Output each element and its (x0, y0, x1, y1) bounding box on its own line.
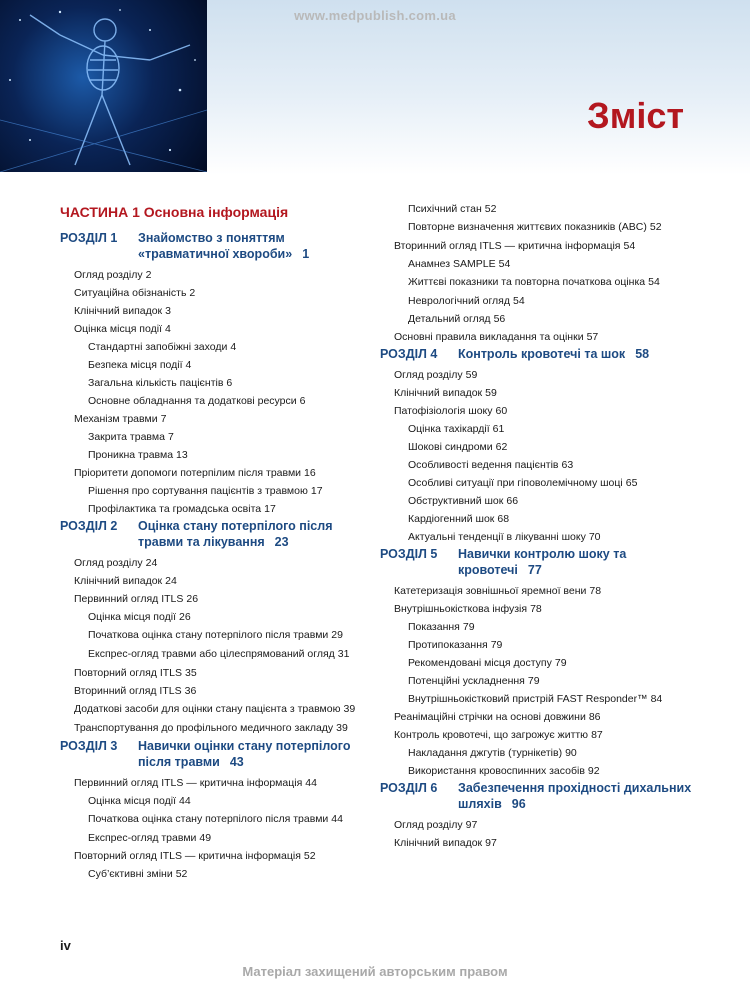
chapter-page: 96 (511, 797, 526, 811)
page-number: iv (60, 938, 71, 953)
toc-entry[interactable] (60, 410, 370, 428)
entry-text: Проникна травма (88, 449, 174, 461)
entry-page: 44 (178, 795, 191, 807)
entry-page: 78 (589, 585, 602, 597)
entry-text: Актуальні тенденції в лікуванні шоку (408, 531, 586, 543)
toc-entry[interactable] (60, 810, 370, 829)
entry-page: 86 (588, 711, 601, 723)
entry-page: 56 (493, 313, 506, 325)
entry-page: 36 (184, 685, 197, 697)
entry-page: 92 (587, 765, 600, 777)
watermark-url: www.medpublish.com.ua (294, 8, 456, 23)
entry-page: 57 (586, 331, 599, 343)
chapter-heading[interactable] (60, 518, 370, 550)
toc-entry[interactable] (380, 328, 710, 346)
toc-entry[interactable] (60, 428, 370, 446)
entry-text: Внутрішньокісткова інфузія (394, 603, 528, 615)
toc-entry[interactable] (380, 510, 710, 528)
entry-text: Оцінка місця події (88, 795, 176, 807)
entry-text: Використання кровоспинних засобів (408, 765, 585, 777)
right-sections (380, 346, 710, 852)
entry-page: 65 (625, 477, 638, 489)
toc-entry[interactable] (380, 600, 710, 618)
entry-text: Особливі ситуації при гіповолемічному шоці (408, 477, 623, 489)
entry-text: Експрес-огляд травми або цілеспрямований огляд (88, 648, 335, 660)
toc-entry[interactable] (380, 492, 710, 510)
entry-text: Пріоритети допомоги потерпілим після травми (74, 467, 302, 479)
entry-page: 4 (185, 359, 192, 371)
entry-page: 26 (178, 611, 191, 623)
entry-page: 70 (588, 531, 601, 543)
entry-text: Огляд розділу (394, 819, 463, 831)
chapter-title: Знайомство з поняттям «травматичної хвороби» (138, 231, 293, 261)
entry-text: Оцінка тахікардії (408, 423, 490, 435)
entry-text: Ситуаційна обізнаність (74, 287, 187, 299)
toc-entry[interactable] (380, 816, 710, 834)
chapter-title-wrap (138, 230, 370, 262)
chapter-title-wrap (458, 546, 710, 578)
toc-entry[interactable] (60, 719, 370, 738)
entry-page: 60 (495, 405, 508, 417)
chapter-label: РОЗДІЛ 5 (380, 547, 438, 561)
toc-entry[interactable] (380, 474, 710, 492)
entry-text: Клінічний випадок (74, 305, 163, 317)
entry-page: 78 (530, 603, 542, 615)
toc-entry[interactable] (380, 420, 710, 438)
entry-text: Повторне визначення життєвих показників (ABC) (408, 221, 647, 233)
entry-page: 97 (465, 819, 478, 831)
entry-page: 29 (331, 629, 343, 641)
entry-page: 52 (649, 221, 662, 233)
entry-page: 54 (623, 240, 636, 252)
chapter-page: 23 (274, 535, 289, 549)
entry-text: Основне обладнання та додаткові ресурси (88, 395, 297, 407)
entry-page: 13 (176, 449, 188, 461)
anatomy-figure-icon (0, 0, 207, 172)
chapter-page: 1 (302, 247, 310, 261)
entry-page: 44 (331, 813, 343, 825)
toc-entry[interactable] (60, 482, 370, 500)
entry-text: Катетеризація зовнішньої яремної вени (394, 585, 587, 597)
entry-page: 31 (337, 648, 350, 660)
chapter-heading[interactable] (380, 780, 710, 812)
entry-page: 52 (175, 868, 188, 880)
cover-illustration (0, 0, 207, 172)
toc-entry[interactable] (380, 672, 710, 690)
entry-text: Початкова оцінка стану потерпілого після травми (88, 813, 329, 825)
toc-left-column (60, 200, 370, 883)
toc-entry[interactable] (60, 664, 370, 682)
entry-text: Рекомендовані місця доступу (408, 657, 552, 669)
toc-entry[interactable] (60, 572, 370, 590)
chapter-page: 77 (527, 563, 542, 577)
entry-text: Транспортування до профільного медичного закладу (74, 722, 334, 734)
entry-page: 54 (648, 276, 660, 288)
entry-text: Безпека місця події (88, 359, 183, 371)
entry-page: 84 (650, 693, 663, 705)
toc-entry[interactable] (60, 356, 370, 374)
entry-page: 44 (305, 777, 317, 789)
entry-text: Контроль кровотечі, що загрожує життю (394, 729, 589, 741)
entry-page: 26 (186, 593, 199, 605)
entry-text: Вторинний огляд ITLS — критична інформація (394, 240, 621, 252)
toc-entry[interactable] (380, 726, 710, 744)
entry-text: Оцінка місця події (88, 611, 176, 623)
entry-page: 17 (310, 485, 323, 497)
entry-page: 62 (495, 441, 508, 453)
entry-text: Загальна кількість пацієнтів (88, 377, 224, 389)
toc-entry[interactable] (60, 626, 370, 645)
entry-page: 4 (164, 323, 171, 335)
chapter-title: Навички контролю шоку та кровотечі (458, 547, 627, 577)
entry-page: 7 (167, 431, 174, 443)
chapter-heading[interactable] (60, 738, 370, 770)
entry-page: 16 (304, 467, 316, 479)
toc-entry[interactable] (60, 284, 370, 302)
toc-entry[interactable] (380, 402, 710, 420)
toc-entry[interactable] (60, 865, 370, 883)
entry-text: Первинний огляд ITLS (74, 593, 184, 605)
toc-entry[interactable] (380, 654, 710, 672)
entry-text: Особливості ведення пацієнтів (408, 459, 559, 471)
entry-page: 24 (145, 557, 158, 569)
chapter-page: 43 (229, 755, 244, 769)
toc-entry[interactable] (380, 744, 710, 762)
entry-page: 87 (591, 729, 603, 741)
entry-page: 24 (165, 575, 177, 587)
entry-page: 54 (513, 295, 525, 307)
entry-page: 39 (343, 703, 356, 715)
chapter-title: Контроль кровотечі та шок (458, 347, 626, 361)
entry-page: 59 (465, 369, 478, 381)
toc-entry[interactable] (380, 384, 710, 402)
entry-text: Клінічний випадок (394, 387, 483, 399)
entry-text: Клінічний випадок (74, 575, 163, 587)
entry-page: 3 (165, 305, 171, 317)
entry-page: 90 (565, 747, 577, 759)
toc-entry[interactable] (380, 636, 710, 654)
entry-text: Реанімаційні стрічки на основі довжини (394, 711, 586, 723)
entry-page: 66 (506, 495, 519, 507)
right-lead-entries (380, 200, 710, 346)
copyright-watermark: Матеріал захищений авторським правом (242, 964, 508, 979)
chapter-heading[interactable] (380, 346, 710, 362)
toc-section (60, 738, 370, 883)
toc-entry[interactable] (60, 500, 370, 518)
chapter-title: Оцінка стану потерпілого після травми та лікування (138, 519, 333, 549)
toc-entry[interactable] (380, 690, 710, 708)
entry-page: 63 (561, 459, 574, 471)
entry-page: 59 (485, 387, 497, 399)
toc-entry[interactable] (60, 792, 370, 810)
toc-entry[interactable] (60, 774, 370, 792)
entry-page: 4 (230, 341, 237, 353)
entry-text: Патофізіологія шоку (394, 405, 493, 417)
chapter-title: Забезпечення прохідності дихальних шляхів (458, 781, 692, 811)
toc-entry[interactable] (380, 273, 710, 292)
toc-section (380, 346, 710, 546)
entry-text: Повторний огляд ITLS — критична інформація (74, 850, 301, 862)
chapter-title-wrap (138, 518, 370, 550)
toc-entry[interactable] (60, 302, 370, 320)
entry-text: Анамнез SAMPLE (408, 258, 496, 270)
entry-text: Накладання джгутів (турнікетів) (408, 747, 563, 759)
toc-entry[interactable] (60, 590, 370, 608)
entry-page: 79 (527, 675, 540, 687)
entry-page: 52 (303, 850, 316, 862)
entry-text: Показання (408, 621, 460, 633)
toc-entry[interactable] (380, 255, 710, 273)
toc-section (380, 546, 710, 780)
entry-text: Детальний огляд (408, 313, 491, 325)
toc-entry[interactable] (380, 708, 710, 726)
chapter-title-wrap (458, 346, 710, 362)
toc-entry[interactable] (380, 200, 710, 218)
entry-text: Суб’єктивні зміни (88, 868, 173, 880)
toc-entry[interactable] (380, 582, 710, 600)
entry-page: 54 (498, 258, 511, 270)
entry-text: Потенційні ускладнення (408, 675, 525, 687)
entry-page: 52 (484, 203, 497, 215)
entry-page: 79 (462, 621, 475, 633)
entry-text: Експрес-огляд травми (88, 832, 197, 844)
chapter-heading[interactable] (380, 546, 710, 578)
entry-text: Клінічний випадок (394, 837, 483, 849)
entry-page: 49 (199, 832, 212, 844)
entry-text: Протипоказання (408, 639, 488, 651)
entry-text: Шокові синдроми (408, 441, 493, 453)
toc-entry[interactable] (60, 554, 370, 572)
toc-entry[interactable] (60, 374, 370, 392)
chapter-label: РОЗДІЛ 3 (60, 739, 118, 753)
entry-page: 2 (145, 269, 152, 281)
entry-text: Початкова оцінка стану потерпілого після травми (88, 629, 329, 641)
entry-text: Неврологічний огляд (408, 295, 510, 307)
toc-right-column (380, 200, 710, 852)
entry-page: 35 (185, 667, 197, 679)
chapter-label: РОЗДІЛ 4 (380, 347, 438, 361)
left-sections (60, 230, 370, 883)
toc-entry[interactable] (60, 700, 370, 719)
toc-entry[interactable] (380, 528, 710, 546)
entry-page: 6 (299, 395, 306, 407)
entry-text: Закрита травма (88, 431, 165, 443)
entry-page: 2 (189, 287, 196, 299)
entry-text: Психічний стан (408, 203, 482, 215)
entry-text: Внутрішньокістковий пристрій FAST Responder™ (408, 693, 648, 705)
entry-text: Життєві показники та повторна початкова оцінка (408, 276, 646, 288)
chapter-page: 58 (635, 347, 650, 361)
entry-text: Профілактика та громадська освіта (88, 503, 262, 515)
toc-entry[interactable] (380, 237, 710, 255)
entry-text: Повторний огляд ITLS (74, 667, 183, 679)
chapter-label: РОЗДІЛ 1 (60, 231, 118, 245)
toc-section (60, 518, 370, 738)
toc-entry[interactable] (60, 829, 370, 847)
entry-text: Оцінка місця події (74, 323, 162, 335)
toc-entry[interactable] (60, 266, 370, 284)
toc-entry[interactable] (380, 366, 710, 384)
chapter-label: РОЗДІЛ 6 (380, 781, 438, 795)
toc-entry[interactable] (380, 762, 710, 780)
toc-entry[interactable] (380, 618, 710, 636)
entry-text: Стандартні запобіжні заходи (88, 341, 228, 353)
entry-text: Первинний огляд ITLS — критична інформація (74, 777, 303, 789)
entry-page: 17 (264, 503, 276, 515)
chapter-title-wrap (458, 780, 710, 812)
entry-page: 68 (497, 513, 510, 525)
toc-entry[interactable] (380, 456, 710, 474)
entry-page: 97 (485, 837, 497, 849)
entry-text: Обструктивний шок (408, 495, 504, 507)
entry-page: 79 (554, 657, 567, 669)
toc-entry[interactable] (380, 310, 710, 328)
entry-page: 61 (492, 423, 505, 435)
chapter-title: Навички оцінки стану потерпілого після травми (138, 739, 351, 769)
entry-text: Кардіогенний шок (408, 513, 495, 525)
entry-text: Рішення про сортування пацієнтів з травмою (88, 485, 308, 497)
entry-page: 6 (226, 377, 233, 389)
entry-text: Огляд розділу (394, 369, 463, 381)
toc-entry[interactable] (60, 464, 370, 482)
toc-section (380, 780, 710, 852)
toc-entry[interactable] (380, 218, 710, 237)
entry-page: 39 (336, 722, 348, 734)
toc-entry[interactable] (60, 847, 370, 865)
page-title: Зміст (587, 95, 684, 136)
entry-page: 7 (160, 413, 167, 425)
entry-text: Механізм травми (74, 413, 158, 425)
entry-text: Вторинний огляд ITLS (74, 685, 182, 697)
toc-entry[interactable] (60, 645, 370, 664)
toc-entry[interactable] (380, 438, 710, 456)
toc-entry[interactable] (60, 392, 370, 410)
chapter-heading[interactable] (60, 230, 370, 262)
toc-entry[interactable] (60, 446, 370, 464)
entry-text: Огляд розділу (74, 557, 143, 569)
toc-section (60, 230, 370, 518)
chapter-title-wrap (138, 738, 370, 770)
toc-entry[interactable] (380, 834, 710, 852)
entry-text: Основні правила викладання та оцінки (394, 331, 584, 343)
toc-entry[interactable] (380, 292, 710, 310)
part-heading: ЧАСТИНА 1 Основна інформація (60, 204, 289, 220)
chapter-label: РОЗДІЛ 2 (60, 519, 118, 533)
toc-entry[interactable] (60, 320, 370, 338)
toc-entry[interactable] (60, 608, 370, 626)
entry-text: Огляд розділу (74, 269, 143, 281)
entry-text: Додаткові засоби для оцінки стану пацієнта з травмою (74, 703, 341, 715)
toc-entry[interactable] (60, 682, 370, 700)
entry-page: 79 (490, 639, 503, 651)
toc-entry[interactable] (60, 338, 370, 356)
